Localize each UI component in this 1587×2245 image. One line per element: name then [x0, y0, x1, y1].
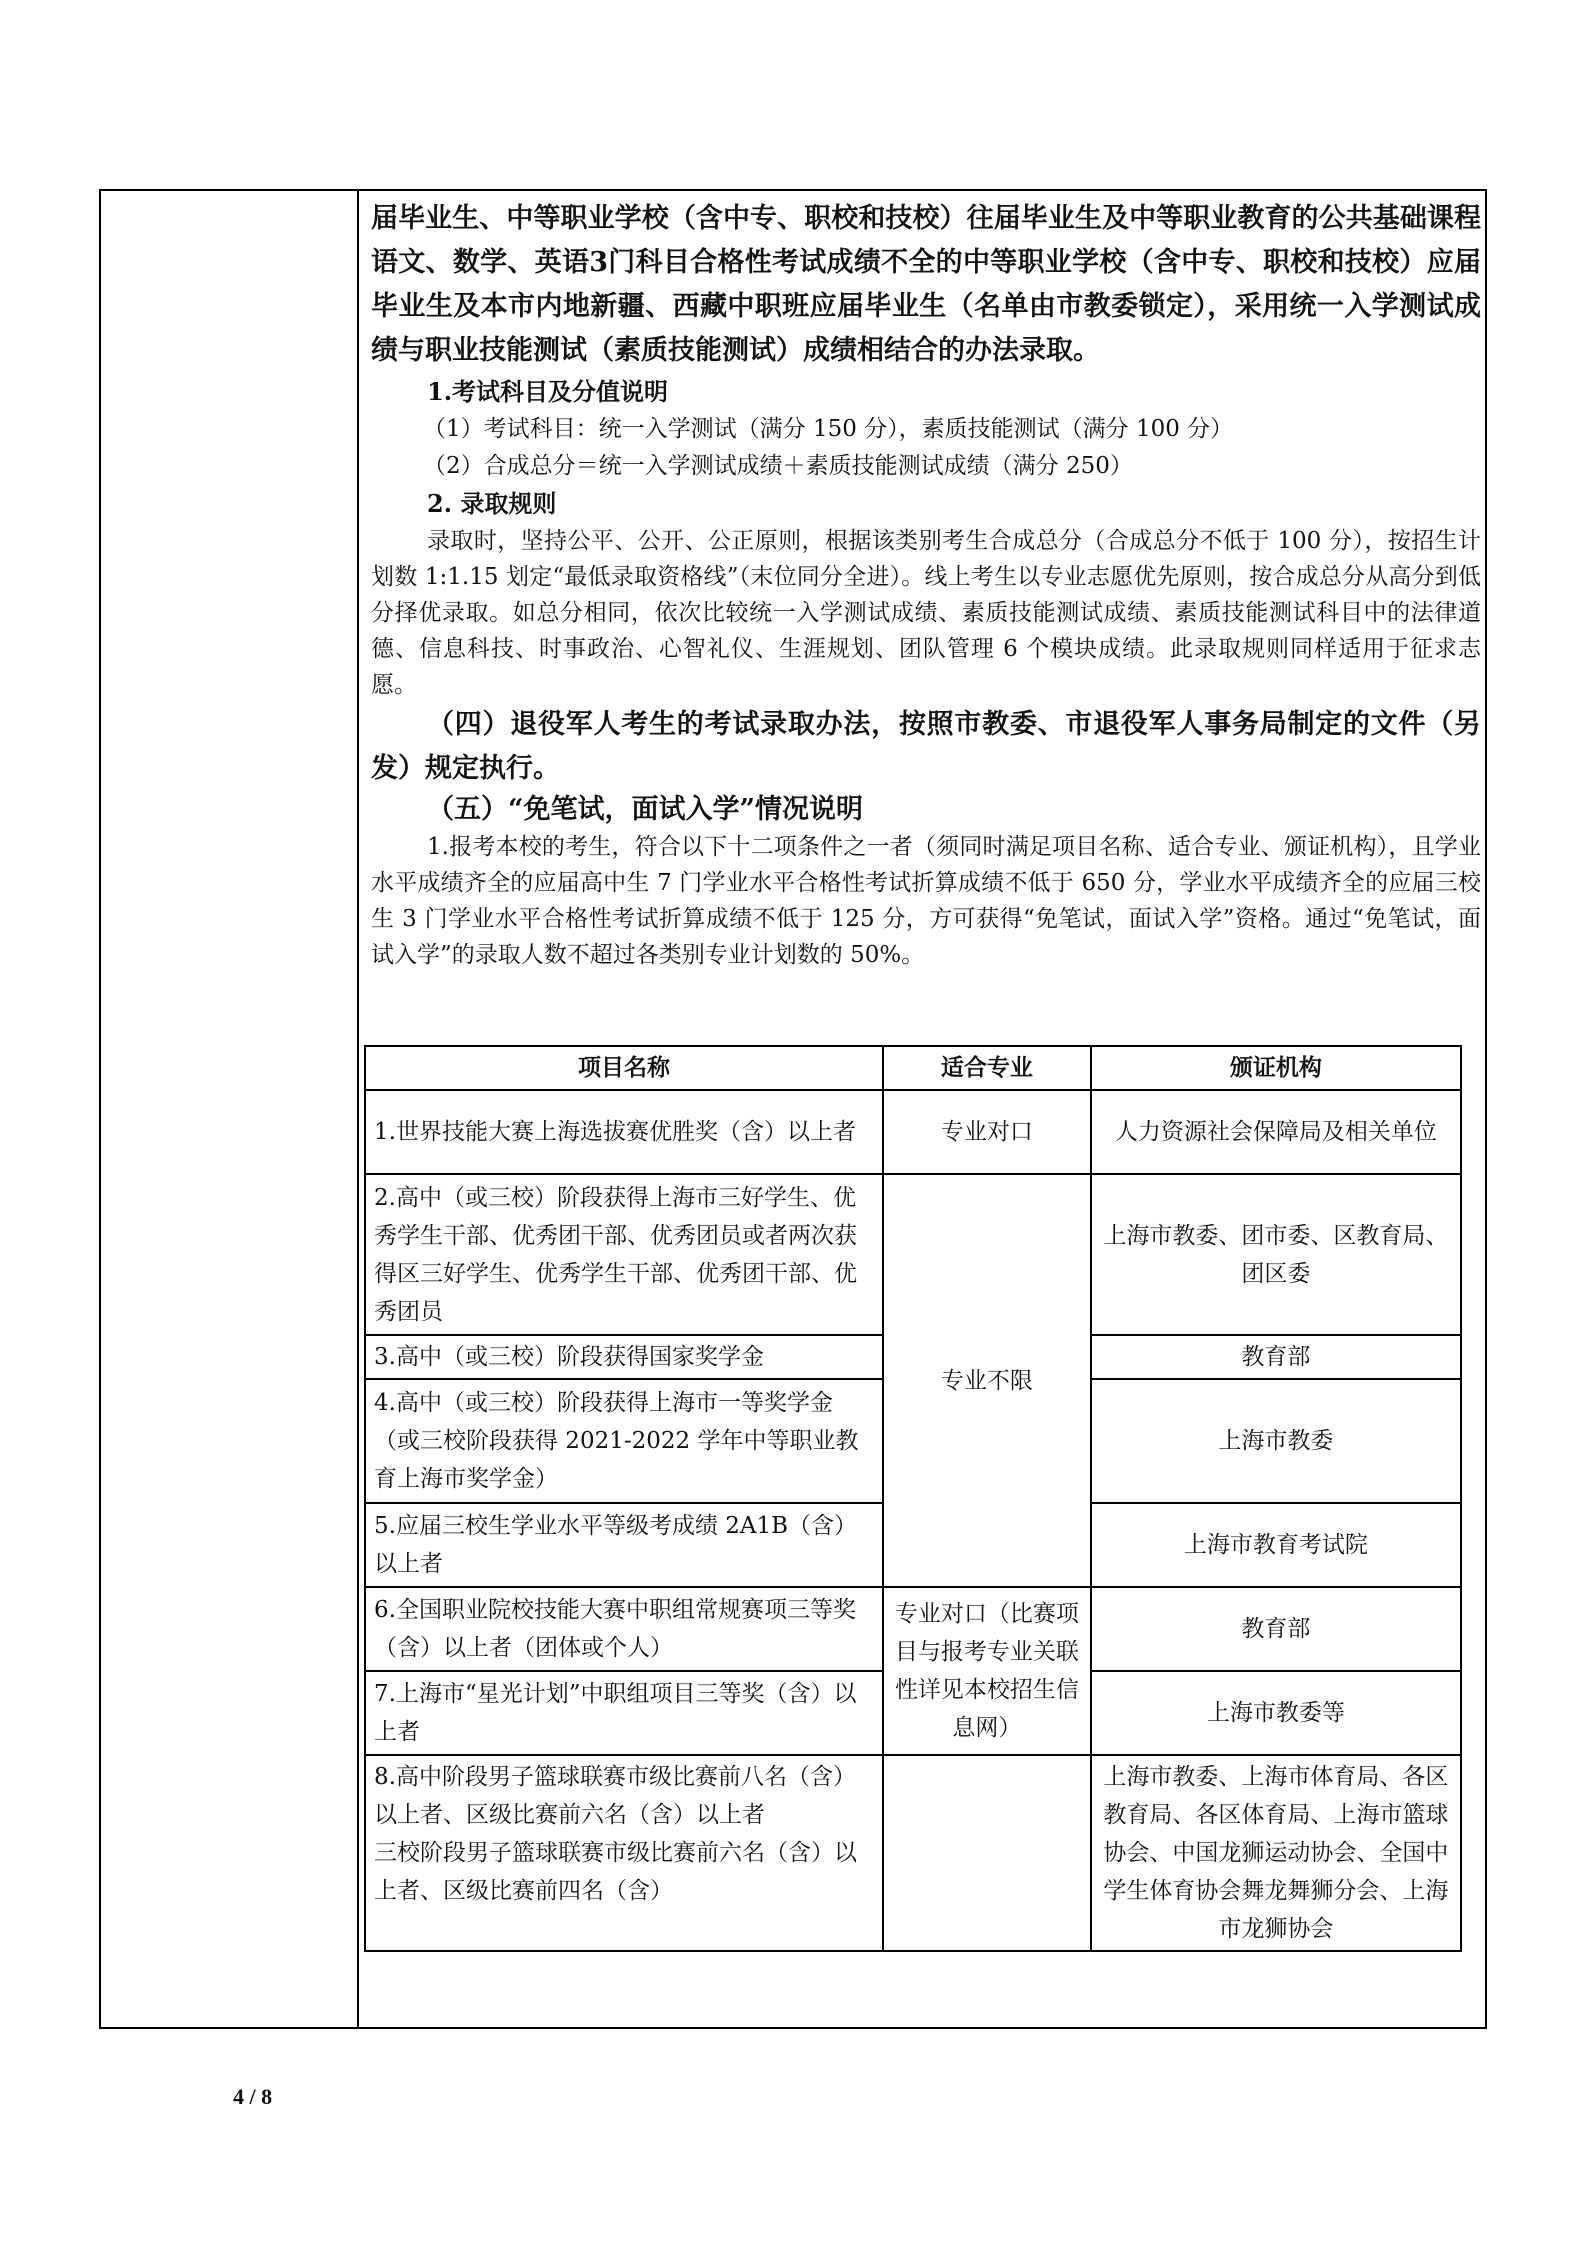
section-five-heading: （五）“免笔试，面试入学”情况说明 — [427, 794, 864, 825]
major-cell: 专业不限 — [883, 1174, 1091, 1587]
content-cell — [371, 197, 1481, 973]
issuer-cell: 上海市教委、团市委、区教育局、团区委 — [1091, 1174, 1461, 1335]
header-project: 项目名称 — [365, 1046, 883, 1090]
section1-heading: 1.考试科目及分值说明 — [427, 377, 669, 406]
issuer-cell: 上海市教委等 — [1091, 1671, 1461, 1755]
project-cell: 6.全国职业院校技能大赛中职组常规赛项三等奖（含）以上者（团体或个人） — [365, 1587, 883, 1671]
project-cell — [365, 1755, 883, 1951]
issuer-cell: 上海市教育考试院 — [1091, 1503, 1461, 1587]
issuer-cell: 教育部 — [1091, 1335, 1461, 1379]
issuer-cell: 人力资源社会保障局及相关单位 — [1091, 1090, 1461, 1174]
section2-text: 录取时，坚持公平、公开、公正原则，根据该类别考生合成总分（合成总分不低于 100 分），按招生计划数 1:1.15 划定“最低录取资格线”（末位同分全进）。线上考生以专业志愿优先原则，按合成总分从高分到低分择优录取。如总分相同，依次比较统一入学测试成绩、素质技能测试成绩、素质技能测试科目中的法律道德、信息科技、时事政治、心智礼仪、生涯规划、团队管理 6 个模块成绩。此录取规则同样适用于征求志愿。 — [371, 528, 1481, 698]
project-cell: 3.高中（或三校）阶段获得国家奖学金 — [365, 1335, 883, 1379]
table-row — [365, 1755, 1461, 1951]
left-label-column — [101, 191, 359, 2027]
table-header-row — [365, 1046, 1461, 1090]
criteria-table-wrapper — [364, 1045, 1464, 2027]
section-four-text: （四）退役军人考生的考试录取办法，按照市教委、市退役军人事务局制定的文件（另发）规定执行。 — [371, 709, 1481, 784]
project-cell: 1.世界技能大赛上海选拔赛优胜奖（含）以上者 — [365, 1090, 883, 1174]
major-cell: 专业对口 — [883, 1090, 1091, 1174]
project-cell: 7.上海市“星光计划”中职组项目三等奖（含）以上者 — [365, 1671, 883, 1755]
major-cell: 专业对口（比赛项目与报考专业关联性详见本校招生信息网） — [883, 1587, 1091, 1755]
section2-heading: 2. 录取规则 — [427, 489, 557, 518]
issuer-cell: 教育部 — [1091, 1587, 1461, 1671]
table-row — [365, 1174, 1461, 1335]
header-major: 适合专业 — [883, 1046, 1091, 1090]
project-cell: 4.高中（或三校）阶段获得上海市一等奖学金（或三校阶段获得 2021-2022 学年中等职业教育上海市奖学金） — [365, 1379, 883, 1503]
intro-paragraph: 届毕业生、中等职业学校（含中专、职校和技校）往届毕业生及中等职业教育的公共基础课程语文、数学、英语3门科目合格性考试成绩不全的中等职业学校（含中专、职校和技校）应届毕业生及本市内地新疆、西藏中职班应届毕业生（名单由市教委锁定），采用统一入学测试成绩与职业技能测试（素质技能测试）成绩相结合的办法录取。 — [371, 203, 1481, 366]
section1-item: （1）考试科目：统一入学测试（满分 150 分），素质技能测试（满分 100 分） — [423, 416, 1234, 442]
major-cell — [883, 1755, 1091, 1951]
section1-item: （2）合成总分＝统一入学测试成绩＋素质技能测试成绩（满分 250） — [423, 453, 1133, 479]
project-cell: 2.高中（或三校）阶段获得上海市三好学生、优秀学生干部、优秀团干部、优秀团员或者两次获得区三好学生、优秀学生干部、优秀团干部、优秀团员 — [365, 1174, 883, 1335]
issuer-cell: 上海市教委 — [1091, 1379, 1461, 1503]
table-row — [365, 1587, 1461, 1671]
page-number: 4 / 8 — [233, 2084, 273, 2109]
table-row — [365, 1090, 1461, 1174]
project-text: 8.高中阶段男子篮球联赛市级比赛前八名（含）以上者、区级比赛前六名（含）以上者 — [374, 1764, 856, 1828]
project-extra-text: 三校阶段男子篮球联赛市级比赛前六名（含）以上者、区级比赛前四名（含） — [374, 1840, 857, 1904]
criteria-table — [364, 1045, 1462, 1952]
project-cell: 5.应届三校生学业水平等级考成绩 2A1B（含）以上者 — [365, 1503, 883, 1587]
header-issuer: 颁证机构 — [1091, 1046, 1461, 1090]
section-five-text: 1.报考本校的考生，符合以下十二项条件之一者（须同时满足项目名称、适合专业、颁证机构），且学业水平成绩齐全的应届高中生 7 门学业水平合格性考试折算成绩不低于 650 分，学业水平成绩齐全的应届三校生 3 门学业水平合格性考试折算成绩不低于 125 分，方可获得“免笔试，面试入学”资格。通过“免笔试，面试入学”的录取人数不超过各类别专业计划数的 50%。 — [371, 834, 1481, 968]
issuer-cell: 上海市教委、上海市体育局、各区教育局、各区体育局、上海市篮球协会、中国龙狮运动协会、全国中学生体育协会舞龙舞狮分会、上海市龙狮协会 — [1091, 1755, 1461, 1951]
